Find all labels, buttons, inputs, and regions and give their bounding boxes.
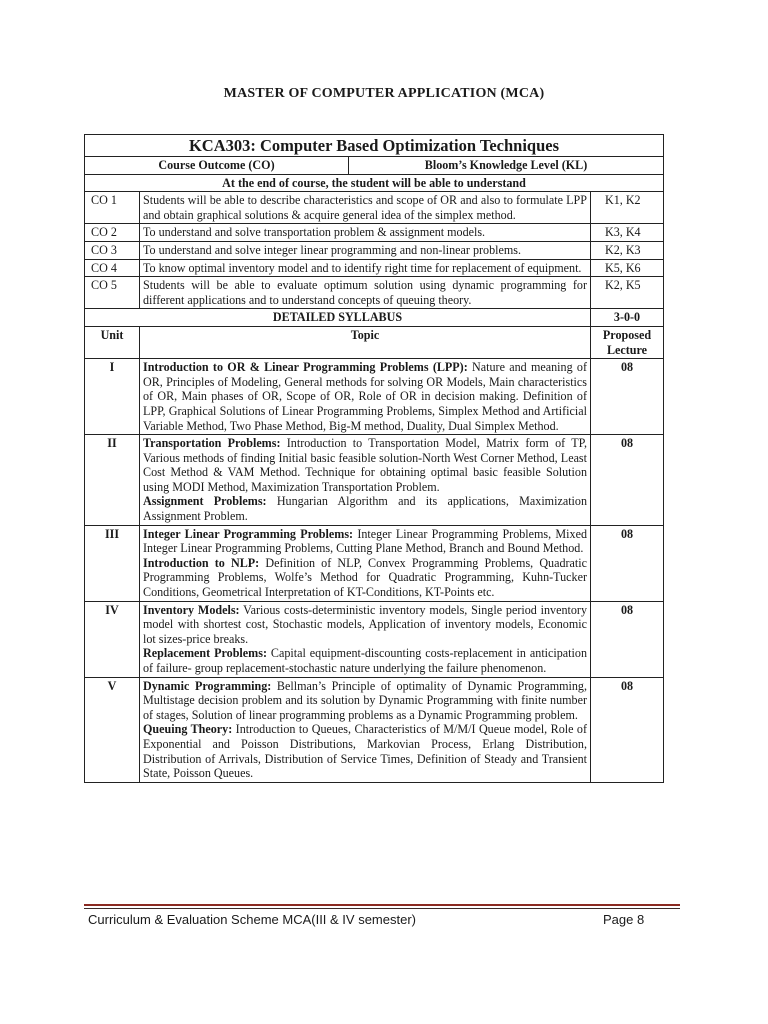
co-description: Students will be able to evaluate optimum solution using dynamic programming for different applications and to understand concepts of queuing theory. [140,277,591,309]
topic-section [143,646,587,675]
co-label: CO 1 [85,192,140,224]
topic-body: Integer Linear Programming Problems, Mixed Integer Linear Programming Problems, Cutting Plane Method, Branch and Bound Method. [143,526,587,556]
footer-page-number: Page 8 [603,912,645,927]
unit-topic [140,359,591,435]
co-label: CO 3 [85,241,140,259]
unit-row [85,359,664,435]
syllabus-table [84,134,664,783]
unit-lecture-count: 08 [591,359,664,435]
topic-body: Hungarian Algorithm and its applications, Maximization Assignment Problem. [143,494,588,524]
topic-section [143,556,587,600]
syllabus-title-row [85,309,664,327]
topic-body: Various costs-deterministic inventory models, Single period inventory model with shortest cost, Stochastic models, Application of inventory models, Economic lot sizes-price breaks. [143,602,587,646]
topic-body: Nature and meaning of OR, Principles of Modeling, General methods for solving OR Models, Main characteristics of OR, Main phases of OR, Scope of OR, Role of OR in decision making. Definition of LPP, Graphical Solutions of Linear Programming Problems, Simplex Method and Artificial Variable Method, Two Phase Method, Big-M method, Duality, Dual Simplex Method. [143,360,587,433]
topic-heading: Replacement Problems: [143,646,267,661]
topic-section [143,527,587,556]
topic-heading: Transportation Problems: [143,436,281,451]
unit-lecture-count: 08 [591,525,664,601]
col-blooms-level: Bloom’s Knowledge Level (KL) [349,157,664,175]
topic-section [143,436,587,494]
topic-heading: Inventory Models: [143,602,240,617]
co-knowledge-level: K2, K3 [591,241,664,259]
topic-section [143,722,587,780]
topic-section [143,603,587,647]
col-proposed-lecture: Proposed Lecture [591,326,664,358]
unit-number: V [85,677,140,782]
co-row [85,192,664,224]
topic-section [143,679,587,723]
col-unit: Unit [85,326,140,358]
topic-heading: Dynamic Programming: [143,678,272,693]
topic-body: Capital equipment-discounting costs-replacement in anticipation of failure- group replacement-stochastic nature underlying the failure phenomenon. [143,646,587,675]
course-title-row [85,135,664,157]
co-knowledge-level: K5, K6 [591,259,664,277]
topic-heading: Assignment Problems: [143,494,267,509]
unit-number: II [85,435,140,526]
unit-topic [140,525,591,601]
co-label: CO 2 [85,224,140,242]
page-heading: MASTER OF COMPUTER APPLICATION (MCA) [223,86,545,101]
co-intro-row [85,174,664,192]
topic-body: Introduction to Transportation Model, Matrix form of TP, Various methods of finding Initial basic feasible solution-North West Corner Method, Least Cost Method & VAM Method. Technique for obtaining optimal basic feasible Solution using MODI Method, Maximization Transportation Problem. [143,436,587,494]
unit-lecture-count: 08 [591,601,664,677]
co-knowledge-level: K1, K2 [591,192,664,224]
col-topic: Topic [140,326,591,358]
co-header-row [85,157,664,175]
co-label: CO 5 [85,277,140,309]
co-description: Students will be able to describe characteristics and scope of OR and also to formulate LPP and obtain graphical solutions & acquire general idea of the simplex method. [140,192,591,224]
co-row [85,241,664,259]
topic-body: Introduction to Queues, Characteristics of M/M/I Queue model, Role of Exponential and Poisson Distributions, Markovian Process, Erlang Distribution, Distribution of Arrivals, Distribution of Service Times, Definition of Steady and Transient State, Poisson Queues. [143,722,587,781]
unit-row [85,601,664,677]
unit-lecture-count: 08 [591,677,664,782]
unit-topic [140,601,591,677]
co-knowledge-level: K2, K5 [591,277,664,309]
co-knowledge-level: K3, K4 [591,224,664,242]
topic-body: Bellman’s Principle of optimality of Dynamic Programming, Multistage decision problem and its solution by Dynamic Programming with finite number of stages, Solution of linear programming problems as a Dynamic Programming problem. [143,678,587,722]
co-intro: At the end of course, the student will be able to understand [85,174,664,192]
topic-heading: Queuing Theory: [143,722,233,737]
co-description: To understand and solve integer linear programming and non-linear problems. [140,241,591,259]
topic-section [143,360,587,433]
topic-body: Definition of NLP, Convex Programming Problems, Quadratic Programming Problems, Wolfe’s Method for Quadratic Programming, Kuhn-Tucker Conditions, Geometrical Interpretation of KT-Conditions, KT-Points etc. [143,555,587,600]
topic-heading: Integer Linear Programming Problems: [143,526,354,541]
topic-section [143,494,587,523]
unit-number: IV [85,601,140,677]
topic-heading: Introduction to OR & Linear Programming Problems (LPP): [143,360,468,375]
footer-curriculum: Curriculum & Evaluation Scheme MCA(III & IV semester) [88,912,416,927]
syllabus-ltp: 3-0-0 [591,309,664,327]
co-row [85,259,664,277]
unit-number: I [85,359,140,435]
co-description: To know optimal inventory model and to identify right time for replacement of equipment. [140,259,591,277]
unit-number: III [85,525,140,601]
unit-row [85,677,664,782]
footer-rule-dark [84,908,680,909]
unit-lecture-count: 08 [591,435,664,526]
co-row [85,277,664,309]
syllabus-title: DETAILED SYLLABUS [85,309,591,327]
syllabus-header-row [85,326,664,358]
co-label: CO 4 [85,259,140,277]
co-row [85,224,664,242]
unit-topic [140,677,591,782]
unit-row [85,435,664,526]
col-course-outcome: Course Outcome (CO) [85,157,349,175]
topic-heading: Introduction to NLP: [143,555,260,570]
unit-topic [140,435,591,526]
unit-row [85,525,664,601]
co-description: To understand and solve transportation problem & assignment models. [140,224,591,242]
footer-rule-red [84,904,680,906]
course-title: KCA303: Computer Based Optimization Techniques [85,135,664,157]
